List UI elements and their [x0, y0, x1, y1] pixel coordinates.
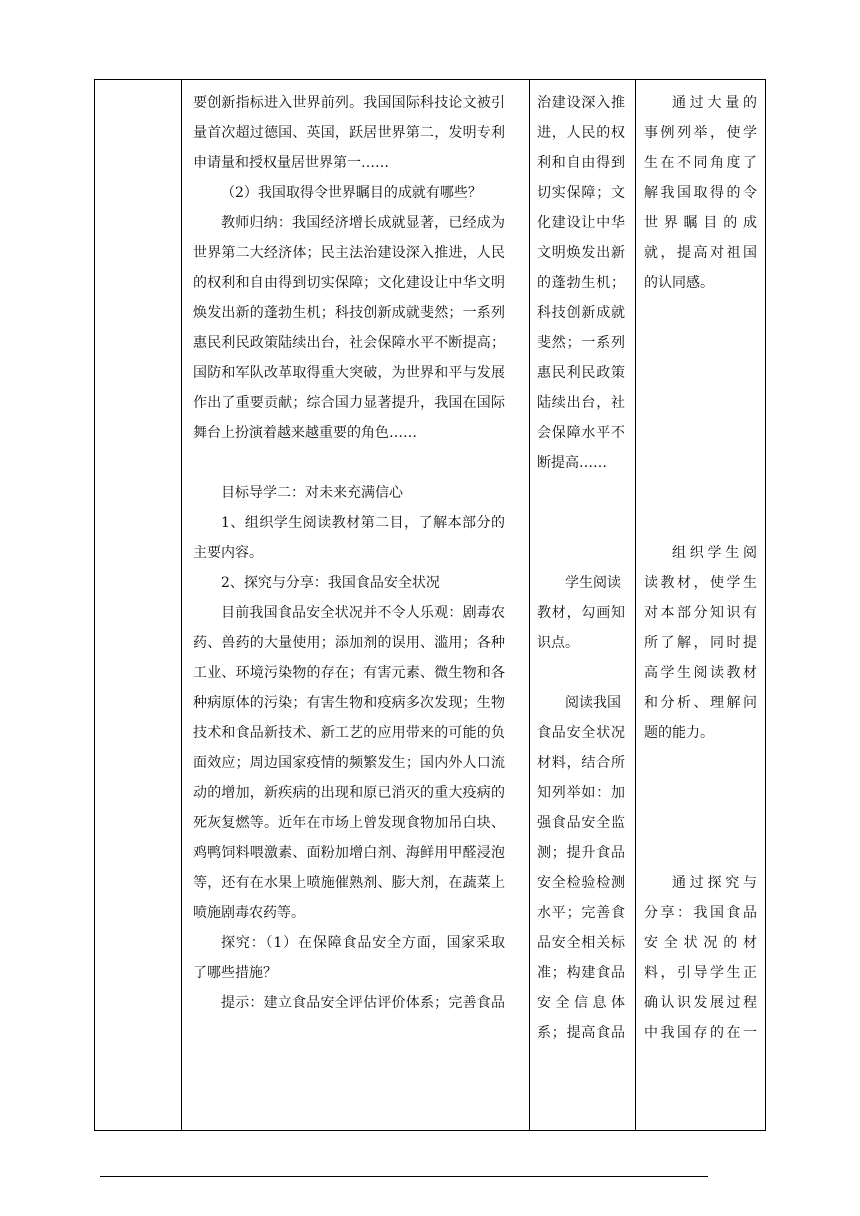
text-line: 组织学生阅	[672, 545, 757, 561]
text-line: 所了解，同时提	[644, 635, 757, 651]
text-line: 惠民利民政策陆续出台，社会保障水平不断提高；	[193, 335, 505, 351]
text-line	[644, 508, 757, 538]
column-divider	[181, 80, 182, 1130]
text-line: 世界第二大经济体；民主法治建设深入推进，人民	[193, 245, 505, 261]
text-line: 国防和军队改革取得重大突破，为世界和平与发展	[193, 365, 505, 381]
text-line: 量首次超过德国、英国，跃居世界第二，发明专利	[193, 125, 505, 141]
text-line: 舞台上扮演着越来越重要的角色……	[193, 425, 417, 441]
text-line: 中我国存的在一	[644, 1025, 757, 1041]
text-line: 喷施剧毒农药等。	[193, 905, 305, 921]
lesson-plan-table	[94, 79, 766, 1131]
text-line: 的权利和自由得到切实保障；文化建设让中华文明	[193, 275, 505, 291]
text-line: 惠民利民政策	[537, 365, 625, 381]
text-line: 斐然；一系列	[537, 335, 625, 351]
text-line: 食品安全状况	[537, 725, 625, 741]
text-line	[644, 838, 757, 868]
text-line: 切实保障；文	[537, 185, 625, 201]
text-line	[537, 658, 625, 688]
text-line: 工业、环境污染物的存在；有害元素、微生物和各	[193, 665, 505, 681]
text-line	[537, 508, 625, 538]
text-line: 知列举如：加	[537, 785, 625, 801]
text-line	[644, 418, 757, 448]
text-line: 教师归纳：我国经济增长成就显著，已经成为	[221, 215, 505, 231]
text-line	[644, 358, 757, 388]
text-line: 安全检验检测	[537, 875, 625, 891]
text-line	[193, 448, 505, 478]
design-purpose-column	[644, 80, 757, 1130]
text-line: 技术和食品新技术、新工艺的应用带来的可能的负	[193, 725, 505, 741]
text-line: 提示：建立食品安全评估评价体系；完善食品	[221, 995, 505, 1011]
text-line: 识点。	[537, 635, 579, 651]
text-line: 断提高……	[537, 455, 607, 471]
text-line: 科技创新成就	[537, 305, 625, 321]
text-line: 动的增加，新疾病的出现和原已消灭的重大疫病的	[193, 785, 505, 801]
text-line: 目标导学二：对未来充满信心	[221, 485, 403, 501]
text-line: 药、兽药的大量使用；添加剂的误用、滥用；各种	[193, 635, 505, 651]
text-line: 料，引导学生正	[644, 965, 757, 981]
text-line: 事例列举，使学	[644, 125, 757, 141]
text-line: 1、组织学生阅读教材第二目，了解本部分的	[221, 515, 505, 531]
text-line: 主要内容。	[193, 545, 263, 561]
text-line: 分享：我国食品	[644, 905, 757, 921]
text-line: 生在不同角度了	[644, 155, 757, 171]
text-line	[644, 328, 757, 358]
text-line: 解我国取得的令	[644, 185, 757, 201]
text-line: 水平；完善食	[537, 905, 625, 921]
text-line: 世界瞩目的成	[644, 215, 757, 231]
text-line: 学生阅读	[565, 575, 621, 591]
teaching-content-column	[193, 80, 505, 1130]
text-line: 作出了重要贡献；综合国力显著提升，我国在国际	[193, 395, 505, 411]
text-line: 死灰复燃等。近年在市场上曾发现食物加吊白块、	[193, 815, 505, 831]
text-line: 安全信息体	[537, 995, 625, 1011]
text-line	[644, 778, 757, 808]
text-line	[644, 808, 757, 838]
text-line: 种病原体的污染；有害生物和疫病多次发现；生物	[193, 695, 505, 711]
column-divider	[635, 80, 636, 1130]
text-line: 题的能力。	[644, 725, 714, 741]
text-line: 的认同感。	[644, 275, 714, 291]
text-line	[537, 478, 625, 508]
text-line: 准；构建食品	[537, 965, 625, 981]
text-line: 进，人民的权	[537, 125, 625, 141]
text-line: 就，提高对祖国	[644, 245, 757, 261]
text-line: 了哪些措施？	[193, 965, 277, 981]
text-line: 2、探究与分享：我国食品安全状况	[221, 575, 440, 591]
text-line: 通过探究与	[672, 875, 757, 891]
text-line	[644, 478, 757, 508]
text-line: 会保障水平不	[537, 425, 625, 441]
text-line: 和分析、理解问	[644, 695, 757, 711]
text-line: 焕发出新的蓬勃生机；科技创新成就斐然；一系列	[193, 305, 505, 321]
column-divider	[529, 80, 530, 1130]
text-line: 教材，勾画知	[537, 605, 625, 621]
text-line	[644, 298, 757, 328]
text-line: 要创新指标进入世界前列。我国国际科技论文被引	[193, 95, 505, 111]
text-line: 的蓬勃生机；	[537, 275, 625, 291]
text-line: 读教材，使学生	[644, 575, 757, 591]
text-line	[644, 448, 757, 478]
text-line: 确认识发展过程	[644, 995, 757, 1011]
text-line: 材料，结合所	[537, 755, 625, 771]
text-line: 阅读我国	[565, 695, 621, 711]
text-line: 品安全相关标	[537, 935, 625, 951]
text-line: 鸡鸭饲料喂激素、面粉加增白剂、海鲜用甲醛浸泡	[193, 845, 505, 861]
text-line: 文明焕发出新	[537, 245, 625, 261]
text-line: 利和自由得到	[537, 155, 625, 171]
text-line: 申请量和授权量居世界第一……	[193, 155, 389, 171]
text-line: 化建设让中华	[537, 215, 625, 231]
text-line: 治建设深入推	[537, 95, 625, 111]
text-line: 强食品安全监	[537, 815, 625, 831]
text-line: 目前我国食品安全状况并不令人乐观：剧毒农	[221, 605, 505, 621]
text-line: 等，还有在水果上喷施催熟剂、膨大剂，在蔬菜上	[193, 875, 505, 891]
text-line: 高学生阅读教材	[644, 665, 757, 681]
text-line	[644, 388, 757, 418]
text-line: （2）我国取得令世界瞩目的成就有哪些？	[221, 185, 482, 201]
text-line: 测；提升食品	[537, 845, 625, 861]
text-line: 通过大量的	[672, 95, 757, 111]
text-line	[537, 538, 625, 568]
text-line: 陆续出台，社	[537, 395, 625, 411]
text-line: 面效应；周边国家疫情的频繁发生；国内外人口流	[193, 755, 505, 771]
text-line	[644, 748, 757, 778]
text-line: 安全状况的材	[644, 935, 757, 951]
text-line: 对本部分知识有	[644, 605, 757, 621]
text-line: 探究：（1）在保障食品安全方面，国家采取	[221, 935, 505, 951]
student-activity-column	[537, 80, 625, 1130]
footer-rule	[100, 1176, 708, 1177]
text-line: 系；提高食品	[537, 1025, 625, 1041]
